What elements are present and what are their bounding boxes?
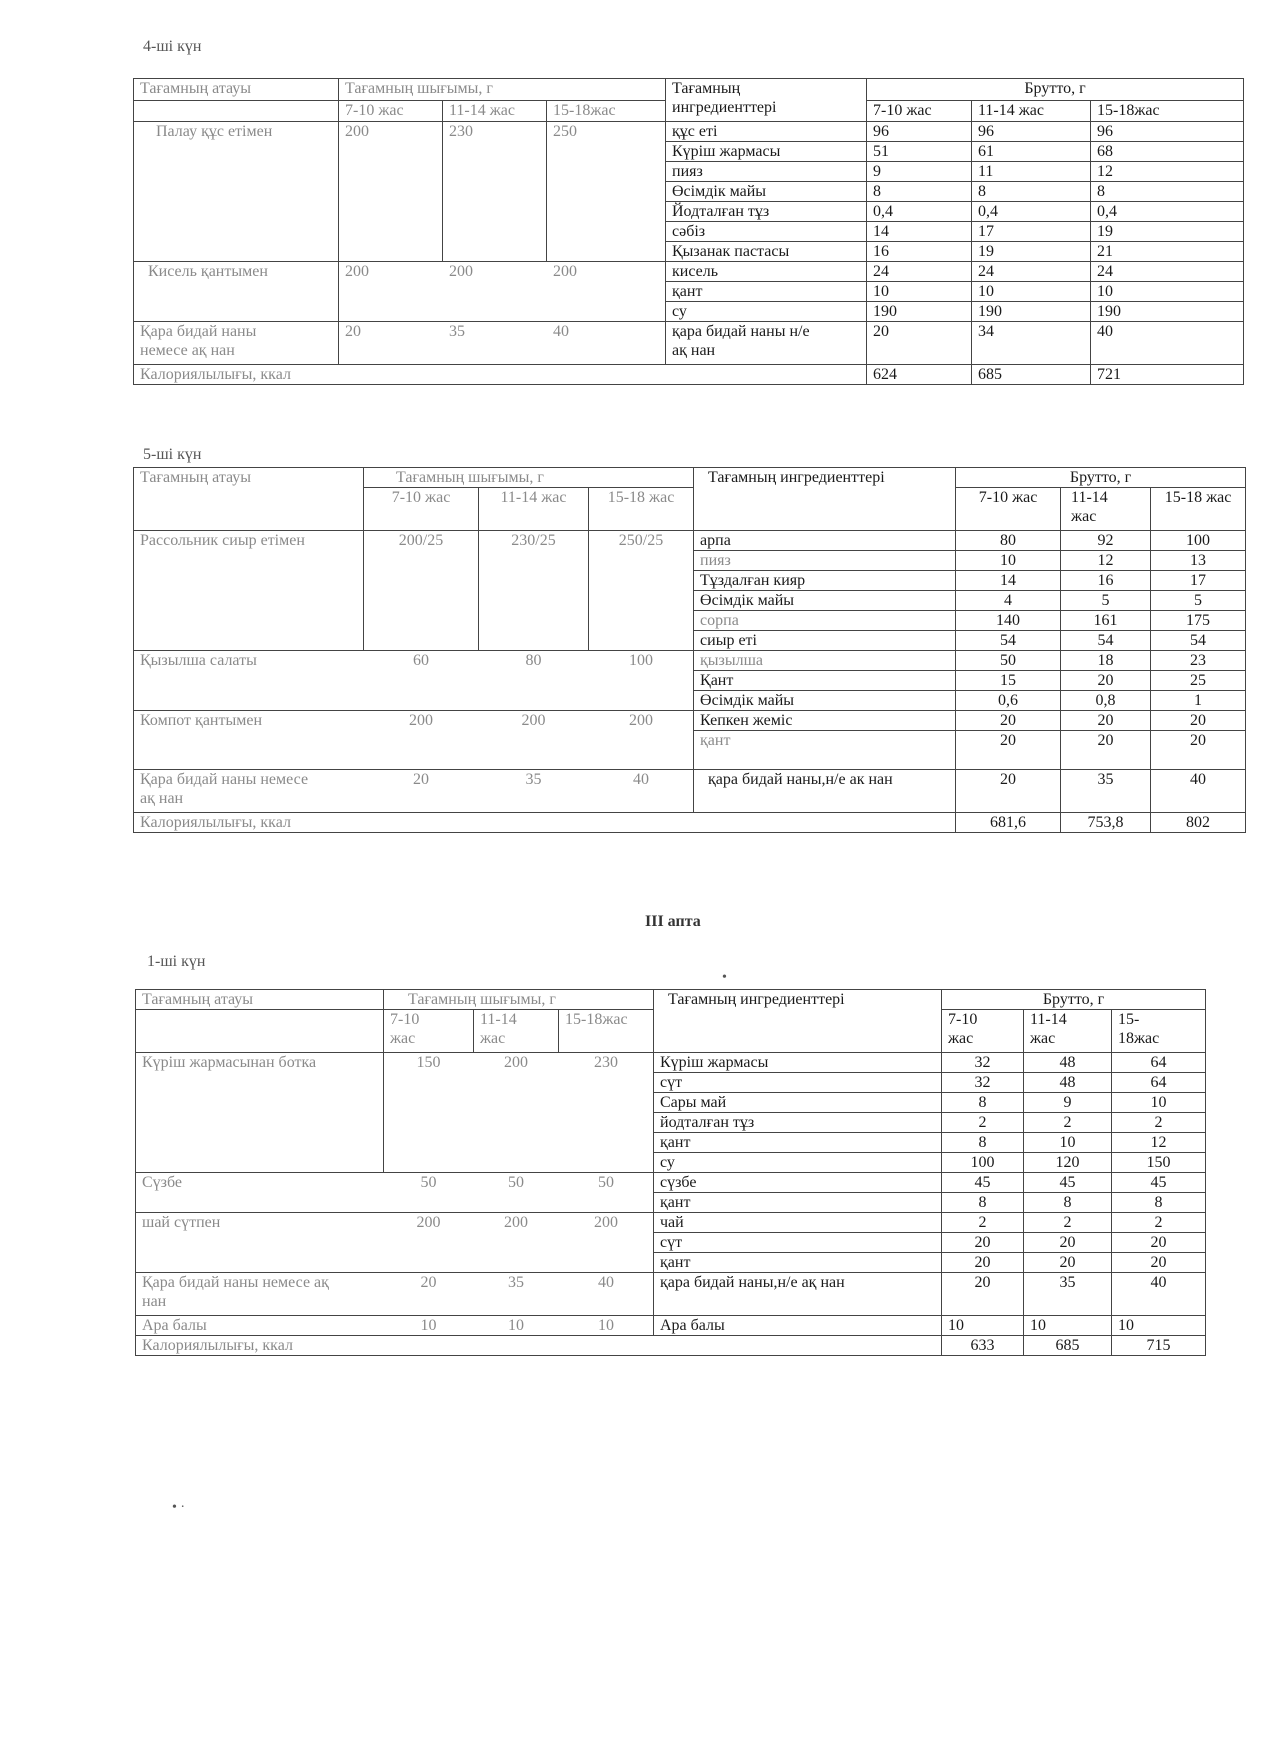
day-label-2: 5-ші күн bbox=[143, 446, 202, 463]
header-ingredients: Тағамның ингредиенттері bbox=[654, 990, 942, 1053]
brutto-value: 20 bbox=[1151, 731, 1246, 770]
brutto-value: 16 bbox=[867, 242, 972, 262]
brutto-value: 14 bbox=[867, 222, 972, 242]
brutto-value: 10 bbox=[1024, 1316, 1112, 1336]
ingredient-name bbox=[666, 322, 867, 365]
dish-name: Ара балы bbox=[136, 1316, 384, 1336]
calorie-value: 685 bbox=[1024, 1336, 1112, 1356]
brutto-value: 8 bbox=[942, 1093, 1024, 1113]
brutto-value: 96 bbox=[1091, 122, 1244, 142]
dish-yield: 150 bbox=[384, 1053, 474, 1173]
header-yield: Тағамның шығымы, г bbox=[364, 468, 694, 488]
dish-yield: 35 bbox=[479, 770, 589, 813]
brutto-value: 5 bbox=[1061, 591, 1151, 611]
dish-yield: 20 bbox=[384, 1273, 474, 1316]
day-label-1: 4-шi күн bbox=[143, 38, 202, 55]
brutto-value: 140 bbox=[956, 611, 1061, 631]
brutto-value: 20 bbox=[1112, 1233, 1206, 1253]
header-brutto-age-1 bbox=[942, 1010, 1024, 1053]
calorie-row bbox=[134, 365, 1244, 385]
brutto-value: 35 bbox=[1024, 1273, 1112, 1316]
brutto-value: 17 bbox=[1151, 571, 1246, 591]
brutto-value: 17 bbox=[972, 222, 1091, 242]
brutto-value: 32 bbox=[942, 1053, 1024, 1073]
header-brutto-age-3-line1: 15- bbox=[1118, 1011, 1140, 1028]
header-ingredients bbox=[666, 79, 867, 122]
ingredient-name: қант bbox=[654, 1253, 942, 1273]
brutto-value: 12 bbox=[1091, 162, 1244, 182]
header-brutto-age-3 bbox=[1112, 1010, 1206, 1053]
ingredient-name: сүзбе bbox=[654, 1173, 942, 1193]
brutto-value: 4 bbox=[956, 591, 1061, 611]
dish-yield: 230 bbox=[443, 122, 547, 262]
dish-yield: 35 bbox=[443, 322, 547, 365]
dish-yield: 20 bbox=[339, 322, 443, 365]
ingredient-name: пияз bbox=[666, 162, 867, 182]
dish-yield: 50 bbox=[384, 1173, 474, 1213]
brutto-value: 150 bbox=[1112, 1153, 1206, 1173]
dish-yield: 40 bbox=[559, 1273, 654, 1316]
dish-name: Кисель қантымен bbox=[134, 262, 339, 322]
brutto-value: 12 bbox=[1061, 551, 1151, 571]
brutto-value: 40 bbox=[1151, 770, 1246, 813]
brutto-value: 20 bbox=[1112, 1253, 1206, 1273]
dish-name: Рассольник сиыр етімен bbox=[134, 531, 364, 651]
dish-yield: 80 bbox=[479, 651, 589, 711]
dish-yield: 200 bbox=[559, 1213, 654, 1273]
brutto-value: 20 bbox=[1061, 711, 1151, 731]
scan-dot: • bbox=[722, 970, 727, 985]
calorie-value: 685 bbox=[972, 365, 1091, 385]
calorie-value: 753,8 bbox=[1061, 813, 1151, 833]
brutto-value: 54 bbox=[1151, 631, 1246, 651]
dish-yield: 40 bbox=[589, 770, 694, 813]
dish-yield: 250 bbox=[547, 122, 666, 262]
ingredient-name: қант bbox=[654, 1193, 942, 1213]
dish-name-line2: нан bbox=[142, 1293, 167, 1310]
brutto-value: 19 bbox=[1091, 222, 1244, 242]
brutto-value: 20 bbox=[1061, 671, 1151, 691]
brutto-value: 61 bbox=[972, 142, 1091, 162]
dish-yield: 230 bbox=[559, 1053, 654, 1173]
table-row bbox=[136, 1273, 1206, 1316]
header-brutto-age-1: 7-10 жас bbox=[956, 488, 1061, 531]
brutto-value: 23 bbox=[1151, 651, 1246, 671]
brutto-value: 175 bbox=[1151, 611, 1246, 631]
brutto-value: 0,4 bbox=[972, 202, 1091, 222]
brutto-value: 9 bbox=[1024, 1093, 1112, 1113]
calorie-label: Калориялылығы, ккал bbox=[134, 813, 956, 833]
header-brutto-age-2-line1: 11-14 bbox=[1030, 1011, 1067, 1028]
brutto-value: 8 bbox=[942, 1193, 1024, 1213]
header-brutto-age-1-line2: жас bbox=[948, 1030, 974, 1047]
ingredient-name: Йодталған тұз bbox=[666, 202, 867, 222]
week-heading: III апта bbox=[645, 913, 701, 930]
ingredient-name: Сары май bbox=[654, 1093, 942, 1113]
table-row bbox=[136, 1053, 1206, 1073]
header-brutto: Брутто, г bbox=[942, 990, 1206, 1010]
brutto-value: 0,8 bbox=[1061, 691, 1151, 711]
brutto-value: 20 bbox=[956, 711, 1061, 731]
table-row bbox=[134, 262, 1244, 282]
brutto-value: 45 bbox=[942, 1173, 1024, 1193]
dish-yield: 10 bbox=[559, 1316, 654, 1336]
table-row bbox=[134, 122, 1244, 142]
header-ingredients-line2: ингредиенттері bbox=[672, 99, 777, 116]
ingredient-name: қызылша bbox=[694, 651, 956, 671]
dish-yield: 250/25 bbox=[589, 531, 694, 651]
calorie-value: 802 bbox=[1151, 813, 1246, 833]
dish-name-line2: немесе ақ нан bbox=[140, 342, 235, 359]
brutto-value: 45 bbox=[1024, 1173, 1112, 1193]
dish-name: шай сүтпен bbox=[136, 1213, 384, 1273]
scan-mark: • · bbox=[172, 1500, 186, 1515]
brutto-value: 2 bbox=[1024, 1213, 1112, 1233]
brutto-value: 48 bbox=[1024, 1053, 1112, 1073]
brutto-value: 35 bbox=[1061, 770, 1151, 813]
ingredient-name: Өсімдік майы bbox=[694, 591, 956, 611]
header-age-1-line1: 7-10 bbox=[390, 1011, 420, 1028]
brutto-value: 120 bbox=[1024, 1153, 1112, 1173]
brutto-value: 20 bbox=[942, 1253, 1024, 1273]
ingredient-name: арпа bbox=[694, 531, 956, 551]
header-age-2: 11-14 жас bbox=[479, 488, 589, 531]
brutto-value: 80 bbox=[956, 531, 1061, 551]
brutto-value: 20 bbox=[1024, 1233, 1112, 1253]
brutto-value: 92 bbox=[1061, 531, 1151, 551]
brutto-value: 96 bbox=[867, 122, 972, 142]
brutto-value: 10 bbox=[972, 282, 1091, 302]
ingredient-name: Қант bbox=[694, 671, 956, 691]
header-brutto-age-2-line1: 11-14 bbox=[1071, 489, 1108, 506]
brutto-value: 190 bbox=[867, 302, 972, 322]
brutto-value: 8 bbox=[942, 1133, 1024, 1153]
dish-yield: 200 bbox=[443, 262, 547, 322]
header-age-3: 15-18жас bbox=[547, 100, 666, 122]
calorie-value: 624 bbox=[867, 365, 972, 385]
header-age-1: 7-10 жас bbox=[364, 488, 479, 531]
ingredient-name: құс еті bbox=[666, 122, 867, 142]
brutto-value: 20 bbox=[942, 1273, 1024, 1316]
header-brutto-age-2: 11-14 жас bbox=[972, 100, 1091, 122]
brutto-value: 48 bbox=[1024, 1073, 1112, 1093]
calorie-label: Калориялылығы, ккал bbox=[136, 1336, 942, 1356]
header-dish-name: Тағамның атауы bbox=[134, 468, 364, 531]
header-age-1 bbox=[384, 1010, 474, 1053]
brutto-value: 0,4 bbox=[1091, 202, 1244, 222]
ingredient-name: Күріш жармасы bbox=[666, 142, 867, 162]
brutto-value: 12 bbox=[1112, 1133, 1206, 1153]
header-yield: Тағамның шығымы, г bbox=[339, 79, 666, 101]
table-row bbox=[136, 1213, 1206, 1233]
header-brutto-age-2-line2: жас bbox=[1071, 508, 1097, 525]
header-brutto-age-3-line2: 18жас bbox=[1118, 1030, 1160, 1047]
brutto-value: 2 bbox=[942, 1213, 1024, 1233]
brutto-value: 13 bbox=[1151, 551, 1246, 571]
header-ingredients: Тағамның ингредиенттері bbox=[694, 468, 956, 531]
table-row bbox=[136, 1173, 1206, 1193]
brutto-value: 15 bbox=[956, 671, 1061, 691]
ingredient-name: су bbox=[654, 1153, 942, 1173]
dish-name: Компот қантымен bbox=[134, 711, 364, 770]
menu-table-day5 bbox=[133, 467, 1246, 833]
brutto-value: 10 bbox=[956, 551, 1061, 571]
brutto-value: 20 bbox=[956, 731, 1061, 770]
dish-yield: 10 bbox=[384, 1316, 474, 1336]
ingredient-name: чай bbox=[654, 1213, 942, 1233]
dish-name-line2: ақ нан bbox=[140, 790, 184, 807]
header-age-2 bbox=[474, 1010, 559, 1053]
brutto-value: 24 bbox=[972, 262, 1091, 282]
dish-name bbox=[134, 322, 339, 365]
ingredient-name: сиыр еті bbox=[694, 631, 956, 651]
dish-yield: 10 bbox=[474, 1316, 559, 1336]
dish-yield: 40 bbox=[547, 322, 666, 365]
brutto-value: 16 bbox=[1061, 571, 1151, 591]
brutto-value: 10 bbox=[1091, 282, 1244, 302]
dish-name-line1: Қара бидай наны немесе ақ bbox=[142, 1274, 329, 1291]
ingredient-name: Кепкен жеміс bbox=[694, 711, 956, 731]
dish-yield: 50 bbox=[559, 1173, 654, 1213]
brutto-value: 0,6 bbox=[956, 691, 1061, 711]
header-brutto-age-2-line2: жас bbox=[1030, 1030, 1056, 1047]
brutto-value: 100 bbox=[942, 1153, 1024, 1173]
header-dish-name: Тағамның атауы bbox=[136, 990, 384, 1010]
brutto-value: 11 bbox=[972, 162, 1091, 182]
dish-yield: 20 bbox=[364, 770, 479, 813]
ingredient-name: сәбіз bbox=[666, 222, 867, 242]
header-brutto-age-3: 15-18 жас bbox=[1151, 488, 1246, 531]
brutto-value: 8 bbox=[1024, 1193, 1112, 1213]
ingredient-name: су bbox=[666, 302, 867, 322]
brutto-value: 32 bbox=[942, 1073, 1024, 1093]
ingredient-name: кисель bbox=[666, 262, 867, 282]
brutto-value: 64 bbox=[1112, 1073, 1206, 1093]
dish-yield: 200 bbox=[339, 122, 443, 262]
brutto-value: 19 bbox=[972, 242, 1091, 262]
ingredient-name: сорпа bbox=[694, 611, 956, 631]
brutto-value: 40 bbox=[1112, 1273, 1206, 1316]
ingredient-name: Күріш жармасы bbox=[654, 1053, 942, 1073]
dish-name: Күріш жармасынан ботка bbox=[136, 1053, 384, 1173]
brutto-value: 8 bbox=[867, 182, 972, 202]
dish-yield: 100 bbox=[589, 651, 694, 711]
dish-yield: 200 bbox=[384, 1213, 474, 1273]
brutto-value: 5 bbox=[1151, 591, 1246, 611]
ingredient-line2: ақ нан bbox=[672, 342, 716, 359]
brutto-value: 24 bbox=[1091, 262, 1244, 282]
dish-yield: 200 bbox=[474, 1213, 559, 1273]
header-ingredients-line1: Тағамның bbox=[672, 80, 741, 97]
brutto-value: 100 bbox=[1151, 531, 1246, 551]
header-yield: Тағамның шығымы, г bbox=[384, 990, 654, 1010]
brutto-value: 2 bbox=[1024, 1113, 1112, 1133]
calorie-value: 715 bbox=[1112, 1336, 1206, 1356]
table-row bbox=[134, 770, 1246, 813]
brutto-value: 10 bbox=[1024, 1133, 1112, 1153]
brutto-value: 40 bbox=[1091, 322, 1244, 365]
ingredient-name: қант bbox=[666, 282, 867, 302]
dish-name-line1: Қара бидай наны немесе bbox=[140, 771, 309, 788]
brutto-value: 18 bbox=[1061, 651, 1151, 671]
brutto-value: 68 bbox=[1091, 142, 1244, 162]
calorie-label: Калориялылығы, ккал bbox=[134, 365, 867, 385]
ingredient-name: Өсімдік майы bbox=[694, 691, 956, 711]
ingredient-name: йодталған тұз bbox=[654, 1113, 942, 1133]
dish-yield: 200 bbox=[547, 262, 666, 322]
table-row bbox=[134, 322, 1244, 365]
ingredient-name: сүт bbox=[654, 1233, 942, 1253]
ingredient-name: Өсімдік майы bbox=[666, 182, 867, 202]
brutto-value: 50 bbox=[956, 651, 1061, 671]
calorie-value: 721 bbox=[1091, 365, 1244, 385]
dish-yield: 50 bbox=[474, 1173, 559, 1213]
menu-table-day4 bbox=[133, 78, 1244, 385]
header-brutto-age-1-line1: 7-10 bbox=[948, 1011, 978, 1028]
ingredient-name: Тұздалған кияр bbox=[694, 571, 956, 591]
ingredient-name: қант bbox=[654, 1133, 942, 1153]
brutto-value: 25 bbox=[1151, 671, 1246, 691]
calorie-row bbox=[136, 1336, 1206, 1356]
brutto-value: 51 bbox=[867, 142, 972, 162]
ingredient-name: қара бидай наны,н/е ақ нан bbox=[654, 1273, 942, 1316]
header-age-1-line2: жас bbox=[390, 1030, 416, 1047]
dish-yield: 60 bbox=[364, 651, 479, 711]
brutto-value: 54 bbox=[956, 631, 1061, 651]
calorie-value: 633 bbox=[942, 1336, 1024, 1356]
brutto-value: 20 bbox=[867, 322, 972, 365]
dish-name: Қызылша салаты bbox=[134, 651, 364, 711]
dish-yield: 200 bbox=[364, 711, 479, 770]
header-brutto-age-2 bbox=[1024, 1010, 1112, 1053]
dish-name-line1: Қара бидай наны bbox=[140, 323, 257, 340]
brutto-value: 161 bbox=[1061, 611, 1151, 631]
brutto-value: 8 bbox=[1091, 182, 1244, 202]
dish-yield: 200 bbox=[589, 711, 694, 770]
brutto-value: 21 bbox=[1091, 242, 1244, 262]
brutto-value: 2 bbox=[942, 1113, 1024, 1133]
dish-yield: 35 bbox=[474, 1273, 559, 1316]
brutto-value: 10 bbox=[942, 1316, 1024, 1336]
menu-table-week3-day1 bbox=[135, 989, 1206, 1356]
table-row bbox=[136, 1316, 1206, 1336]
brutto-value: 45 bbox=[1112, 1173, 1206, 1193]
brutto-value: 20 bbox=[1061, 731, 1151, 770]
brutto-value: 2 bbox=[1112, 1213, 1206, 1233]
header-brutto: Брутто, г bbox=[956, 468, 1246, 488]
brutto-value: 20 bbox=[1151, 711, 1246, 731]
brutto-value: 1 bbox=[1151, 691, 1246, 711]
brutto-value: 8 bbox=[972, 182, 1091, 202]
brutto-value: 9 bbox=[867, 162, 972, 182]
dish-yield: 200 bbox=[474, 1053, 559, 1173]
brutto-value: 0,4 bbox=[867, 202, 972, 222]
table-row bbox=[134, 531, 1246, 551]
dish-name: Сүзбе bbox=[136, 1173, 384, 1213]
header-brutto-age-3: 15-18жас bbox=[1091, 100, 1244, 122]
ingredient-name: Қызанак пастасы bbox=[666, 242, 867, 262]
ingredient-name: қара бидай наны,н/е ак нан bbox=[694, 770, 956, 813]
brutto-value: 14 bbox=[956, 571, 1061, 591]
ingredient-name: пияз bbox=[694, 551, 956, 571]
brutto-value: 8 bbox=[1112, 1193, 1206, 1213]
brutto-value: 190 bbox=[1091, 302, 1244, 322]
brutto-value: 54 bbox=[1061, 631, 1151, 651]
header-age-3: 15-18 жас bbox=[589, 488, 694, 531]
header-age-1: 7-10 жас bbox=[339, 100, 443, 122]
brutto-value: 20 bbox=[942, 1233, 1024, 1253]
day-label-3: 1-ші күн bbox=[147, 953, 206, 970]
header-age-2-line1: 11-14 bbox=[480, 1011, 517, 1028]
dish-name: Палау құс етімен bbox=[134, 122, 339, 262]
brutto-value: 64 bbox=[1112, 1053, 1206, 1073]
header-brutto-age-2 bbox=[1061, 488, 1151, 531]
calorie-row bbox=[134, 813, 1246, 833]
brutto-value: 20 bbox=[1024, 1253, 1112, 1273]
brutto-value: 34 bbox=[972, 322, 1091, 365]
brutto-value: 96 bbox=[972, 122, 1091, 142]
dish-yield: 230/25 bbox=[479, 531, 589, 651]
calorie-value: 681,6 bbox=[956, 813, 1061, 833]
brutto-value: 190 bbox=[972, 302, 1091, 322]
dish-yield: 200/25 bbox=[364, 531, 479, 651]
header-brutto-age-1: 7-10 жас bbox=[867, 100, 972, 122]
table-row bbox=[134, 651, 1246, 671]
ingredient-line1: қара бидай наны н/е bbox=[672, 323, 810, 340]
ingredient-name: қант bbox=[694, 731, 956, 770]
table-row bbox=[134, 711, 1246, 731]
brutto-value: 2 bbox=[1112, 1113, 1206, 1133]
header-age-2: 11-14 жас bbox=[443, 100, 547, 122]
brutto-value: 24 bbox=[867, 262, 972, 282]
dish-yield: 200 bbox=[479, 711, 589, 770]
ingredient-name: Ара балы bbox=[654, 1316, 942, 1336]
header-age-2-line2: жас bbox=[480, 1030, 506, 1047]
brutto-value: 10 bbox=[1112, 1093, 1206, 1113]
dish-name bbox=[134, 770, 364, 813]
ingredient-name: сүт bbox=[654, 1073, 942, 1093]
dish-yield: 200 bbox=[339, 262, 443, 322]
header-age-3: 15-18жас bbox=[559, 1010, 654, 1053]
dish-name bbox=[136, 1273, 384, 1316]
header-brutto: Брутто, г bbox=[867, 79, 1244, 101]
header-dish-name: Тағамның атауы bbox=[134, 79, 339, 101]
brutto-value: 10 bbox=[1112, 1316, 1206, 1336]
brutto-value: 20 bbox=[956, 770, 1061, 813]
brutto-value: 10 bbox=[867, 282, 972, 302]
